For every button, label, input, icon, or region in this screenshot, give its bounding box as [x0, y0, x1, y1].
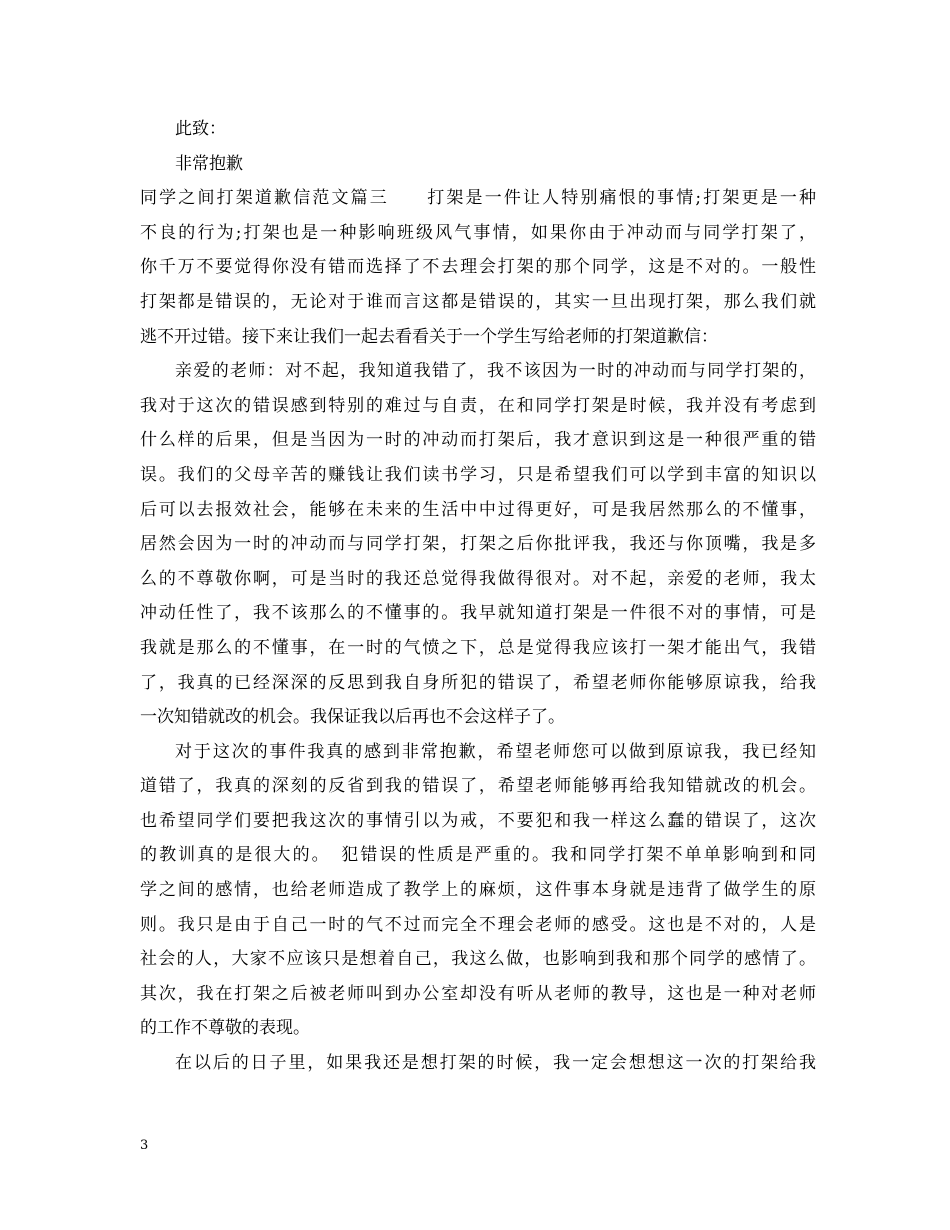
- text-line: 对于这次的事件我真的感到非常抱歉，希望老师您可以做到原谅我，我已经知: [175, 741, 816, 762]
- text-line: 你千万不要觉得你没有错而选择了不去理会打架的那个同学，这是不对的。一般性: [140, 257, 816, 278]
- text-line: 我就是那么的不懂事，在一时的气愤之下，总是觉得我应该打一架才能出气，我错: [140, 637, 816, 658]
- text-line: 的教训真的是很大的。 犯错误的性质是严重的。我和同学打架不单单影响到和同: [140, 845, 816, 866]
- text-line: 逃不开过错。接下来让我们一起去看看关于一个学生写给老师的打架道歉信：: [140, 326, 718, 347]
- page-number: 3: [140, 1138, 149, 1153]
- text-line: 了，我真的已经深深的反思到我自身所犯的错误了，希望老师你能够原谅我，给我: [140, 672, 816, 693]
- text-line: 此致：: [175, 119, 226, 139]
- text-line: 非常抱歉: [175, 153, 243, 174]
- text-line: 误。我们的父母辛苦的赚钱让我们读书学习，只是希望我们可以学到丰富的知识以: [140, 464, 816, 485]
- text-line: 不良的行为;打架也是一种影响班级风气事情，如果你由于冲动而与同学打架了，: [140, 222, 816, 243]
- text-line: 也希望同学们要把我这次的事情引以为戒，不要犯和我一样这么蠢的错误了，这次: [140, 810, 816, 831]
- text-line: 我对于这次的错误感到特别的难过与自责，在和同学打架是时候，我并没有考虑到: [140, 395, 816, 416]
- text-line: 亲爱的老师：对不起，我知道我错了，我不该因为一时的冲动而与同学打架的，: [175, 361, 816, 382]
- text-line: 冲动任性了，我不该那么的不懂事的。我早就知道打架是一件很不对的事情，可是: [140, 603, 816, 624]
- text-line: 社会的人，大家不应该只是想着自己，我这么做，也影响到我和那个同学的感情了。: [140, 949, 816, 970]
- text-line: 居然会因为一时的冲动而与同学打架，打架之后你批评我，我还与你顶嘴，我是多: [140, 534, 816, 555]
- text-line: 在以后的日子里，如果我还是想打架的时候，我一定会想想这一次的打架给我: [175, 1053, 816, 1074]
- text-line: 打架都是错误的，无论对于谁而言这都是错误的，其实一旦出现打架，那么我们就: [140, 291, 816, 312]
- text-line: 一次知错就改的机会。我保证我以后再也不会这样子了。: [140, 707, 565, 728]
- text-line: 道错了，我真的深刻的反省到我的错误了，希望老师能够再给我知错就改的机会。: [140, 776, 816, 797]
- document-body: [140, 112, 816, 1081]
- text-line: 什么样的后果，但是当因为一时的冲动而打架后，我才意识到这是一种很严重的错: [140, 430, 816, 451]
- text-line: 则。我只是由于自己一时的气不过而完全不理会老师的感受。这也是不对的，人是: [140, 914, 816, 935]
- text-line: 后可以去报效社会，能够在未来的生活中中过得更好，可是我居然那么的不懂事，: [140, 499, 816, 520]
- text-line: 么的不尊敬你啊，可是当时的我还总觉得我做得很对。对不起，亲爱的老师，我太: [140, 568, 816, 589]
- text-line: 其次，我在打架之后被老师叫到办公室却没有听从老师的教导，这也是一种对老师: [140, 983, 816, 1004]
- text-line: 同学之间打架道歉信范文篇三 打架是一件让人特别痛恨的事情;打架更是一种: [140, 188, 816, 209]
- text-line: 学之间的感情，也给老师造成了教学上的麻烦，这件事本身就是违背了做学生的原: [140, 880, 816, 901]
- text-line: 的工作不尊敬的表现。: [140, 1018, 310, 1039]
